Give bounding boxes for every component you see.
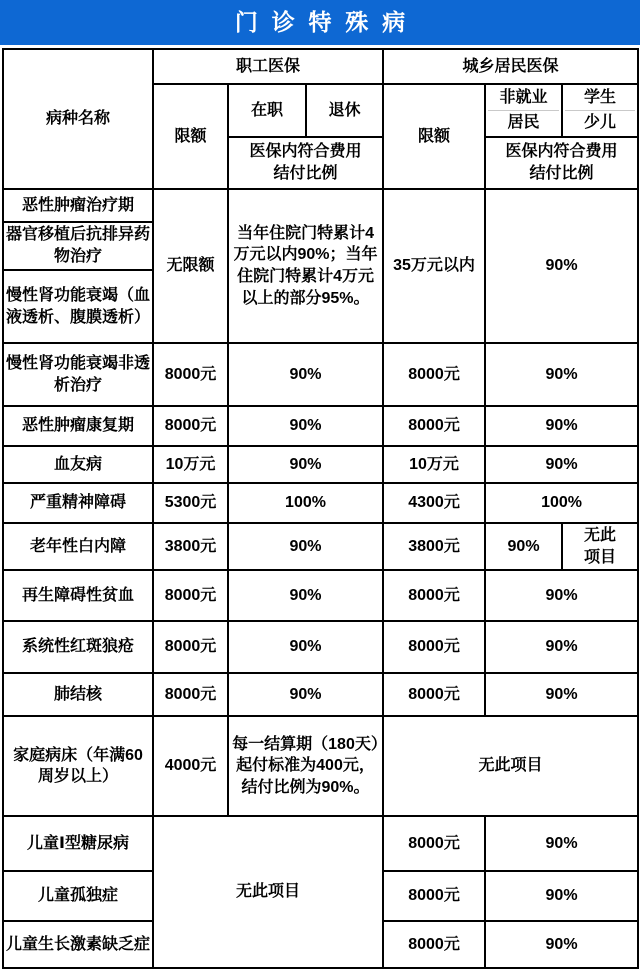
header-employee-insurance: 职工医保 — [153, 49, 383, 84]
disease-name-cell: 慢性肾功能衰竭非透析治疗 — [3, 343, 153, 406]
resident-ratio-cell: 90% — [485, 189, 638, 343]
resident-limit-cell: 8000元 — [383, 406, 485, 446]
table-row — [3, 406, 638, 446]
employee-limit-cell: 10万元 — [153, 446, 228, 483]
disease-name-cell: 老年性白内障 — [3, 523, 153, 570]
disease-name-cell: 器官移植后抗排异药物治疗 — [3, 222, 153, 270]
header-student-children — [562, 84, 638, 137]
employee-ratio-cell: 90% — [228, 570, 383, 621]
disease-name-cell: 血友病 — [3, 446, 153, 483]
header-non-employed-resident — [485, 84, 562, 137]
employee-limit-cell: 8000元 — [153, 406, 228, 446]
table-row — [3, 673, 638, 716]
resident-ratio-cell: 90% — [485, 816, 638, 871]
employee-ratio-cell: 90% — [228, 621, 383, 673]
resident-ratio-cell: 90% — [485, 343, 638, 406]
resident-limit-cell: 8000元 — [383, 816, 485, 871]
disease-name-cell: 肺结核 — [3, 673, 153, 716]
disease-name-cell: 儿童生长激素缺乏症 — [3, 921, 153, 968]
disease-name-cell: 恶性肿瘤治疗期 — [3, 189, 153, 222]
table-row — [3, 716, 638, 816]
resident-ratio-cell: 90% — [485, 871, 638, 921]
employee-ratio-cell: 90% — [228, 406, 383, 446]
employee-ratio-cell: 当年住院门特累计4万元以内90%；当年住院门特累计4万元以上的部分95%。 — [228, 189, 383, 343]
employee-ratio-cell: 90% — [228, 523, 383, 570]
header-resident-insurance: 城乡居民医保 — [383, 49, 638, 84]
employee-limit-cell: 8000元 — [153, 570, 228, 621]
resident-ratio-cell: 90% — [485, 446, 638, 483]
table-row — [3, 816, 638, 871]
resident-limit-cell: 8000元 — [383, 921, 485, 968]
header-disease-name: 病种名称 — [3, 49, 153, 189]
resident-limit-cell: 8000元 — [383, 621, 485, 673]
resident-nonemployed-ratio-cell: 90% — [485, 523, 562, 570]
employee-ratio-cell: 90% — [228, 343, 383, 406]
header-resident-limit: 限额 — [383, 84, 485, 189]
resident-ratio-cell: 90% — [485, 921, 638, 968]
resident-ratio-cell: 90% — [485, 621, 638, 673]
resident-student-na-cell: 无此 项目 — [562, 523, 638, 570]
table-row — [3, 621, 638, 673]
header-student-line2: 少儿 — [584, 114, 617, 131]
resident-limit-cell: 35万元以内 — [383, 189, 485, 343]
header-non-employed-line2: 居民 — [507, 114, 540, 131]
disease-name-cell: 恶性肿瘤康复期 — [3, 406, 153, 446]
outpatient-special-disease-table — [2, 48, 639, 969]
table-row — [3, 189, 638, 222]
resident-limit-cell: 8000元 — [383, 673, 485, 716]
table-row — [3, 570, 638, 621]
resident-limit-cell: 10万元 — [383, 446, 485, 483]
header-employed: 在职 — [228, 84, 306, 137]
table-row — [3, 446, 638, 483]
resident-limit-cell: 8000元 — [383, 343, 485, 406]
resident-limit-cell: 4300元 — [383, 483, 485, 523]
header-row-groups — [3, 49, 638, 84]
employee-na-cell: 无此项目 — [153, 816, 383, 968]
table-row — [3, 343, 638, 406]
table-row — [3, 483, 638, 523]
disease-name-cell: 再生障碍性贫血 — [3, 570, 153, 621]
resident-limit-cell: 8000元 — [383, 871, 485, 921]
disease-name-cell: 儿童Ⅰ型糖尿病 — [3, 816, 153, 871]
table-row — [3, 523, 638, 570]
employee-limit-cell: 5300元 — [153, 483, 228, 523]
employee-limit-cell: 无限额 — [153, 189, 228, 343]
resident-ratio-cell: 90% — [485, 406, 638, 446]
disease-name-cell: 系统性红斑狼疮 — [3, 621, 153, 673]
employee-limit-cell: 4000元 — [153, 716, 228, 816]
employee-limit-cell: 8000元 — [153, 673, 228, 716]
resident-limit-cell: 8000元 — [383, 570, 485, 621]
resident-ratio-cell: 100% — [485, 483, 638, 523]
employee-limit-cell: 8000元 — [153, 621, 228, 673]
resident-limit-cell: 3800元 — [383, 523, 485, 570]
header-non-employed-line1: 非就业 — [488, 86, 559, 111]
employee-limit-cell: 3800元 — [153, 523, 228, 570]
employee-ratio-cell: 90% — [228, 446, 383, 483]
employee-ratio-cell: 90% — [228, 673, 383, 716]
employee-ratio-cell: 每一结算期（180天）起付标准为400元，结付比例为90%。 — [228, 716, 383, 816]
employee-limit-cell: 8000元 — [153, 343, 228, 406]
header-resident-ratio-label: 医保内符合费用 结付比例 — [485, 137, 638, 189]
disease-name-cell: 慢性肾功能衰竭（血液透析、腹膜透析） — [3, 270, 153, 343]
header-student-line1: 学生 — [565, 86, 635, 111]
resident-na-cell: 无此项目 — [383, 716, 638, 816]
header-employee-ratio-label: 医保内符合费用 结付比例 — [228, 137, 383, 189]
disease-name-cell: 家庭病床（年满60周岁以上） — [3, 716, 153, 816]
header-employee-limit: 限额 — [153, 84, 228, 189]
header-retired: 退休 — [306, 84, 383, 137]
resident-ratio-cell: 90% — [485, 673, 638, 716]
disease-name-cell: 儿童孤独症 — [3, 871, 153, 921]
disease-name-cell: 严重精神障碍 — [3, 483, 153, 523]
employee-ratio-cell: 100% — [228, 483, 383, 523]
page-title: 门诊特殊病 — [0, 0, 640, 45]
resident-ratio-cell: 90% — [485, 570, 638, 621]
